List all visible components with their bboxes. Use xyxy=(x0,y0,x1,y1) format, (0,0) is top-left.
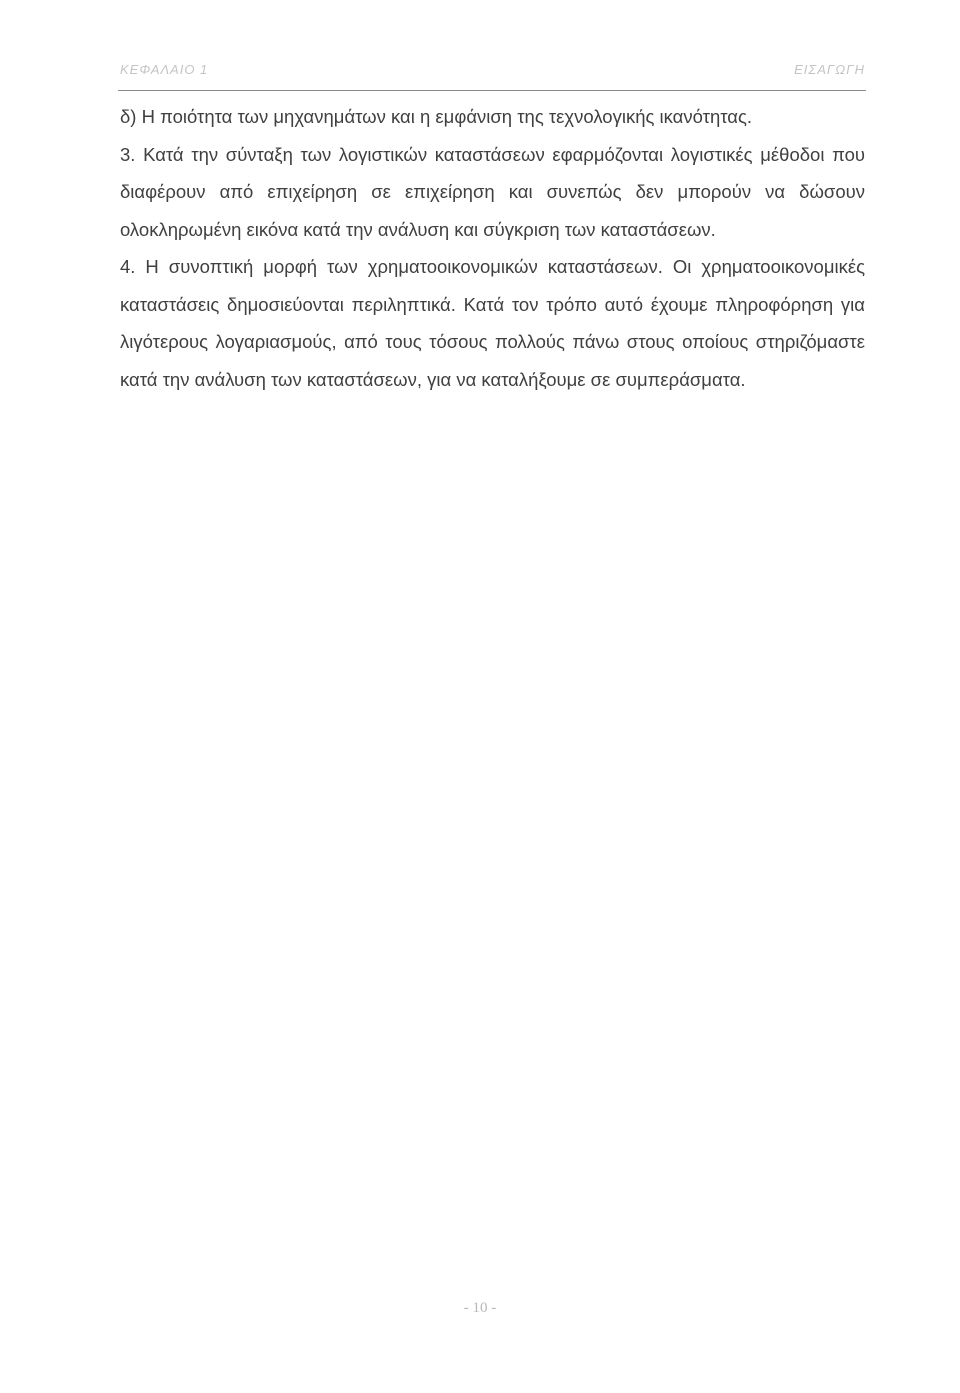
running-header-section: ΕΙΣΑΓΩΓΗ xyxy=(794,62,865,77)
paragraph-item-3: 3. Κατά την σύνταξη των λογιστικών καταστάσεων εφαρμόζονται λογιστικές μέθοδοι που διαφέρουν από επιχείρηση σε επιχείρηση και συνεπώς δεν μπορούν να δώσουν ολοκληρωμένη εικόνα κατά την ανάλυση και σύγκριση των καταστάσεων. xyxy=(120,143,865,240)
header-divider xyxy=(118,90,866,91)
page-body xyxy=(120,98,865,398)
paragraph-item-4: 4. Η συνοπτική μορφή των χρηματοοικονομικών καταστάσεων. Οι χρηματοοικονομικές καταστάσεις δημοσιεύονται περιληπτικά. Κατά τον τρόπο αυτό έχουμε πληροφόρηση για λιγότερους λογαριασμούς, από τους τόσους πολλούς πάνω στους οποίους στηριζόμαστε κατά την ανάλυση των καταστάσεων, για να καταλήξουμε σε συμπεράσματα. xyxy=(120,256,865,390)
running-header-chapter: ΚΕΦΑΛΑΙΟ 1 xyxy=(120,62,209,77)
page-number: - 10 - xyxy=(463,1300,497,1316)
paragraph-item-d: δ) Η ποιότητα των μηχανημάτων και η εμφάνιση της τεχνολογικής ικανότητας. xyxy=(120,106,753,127)
